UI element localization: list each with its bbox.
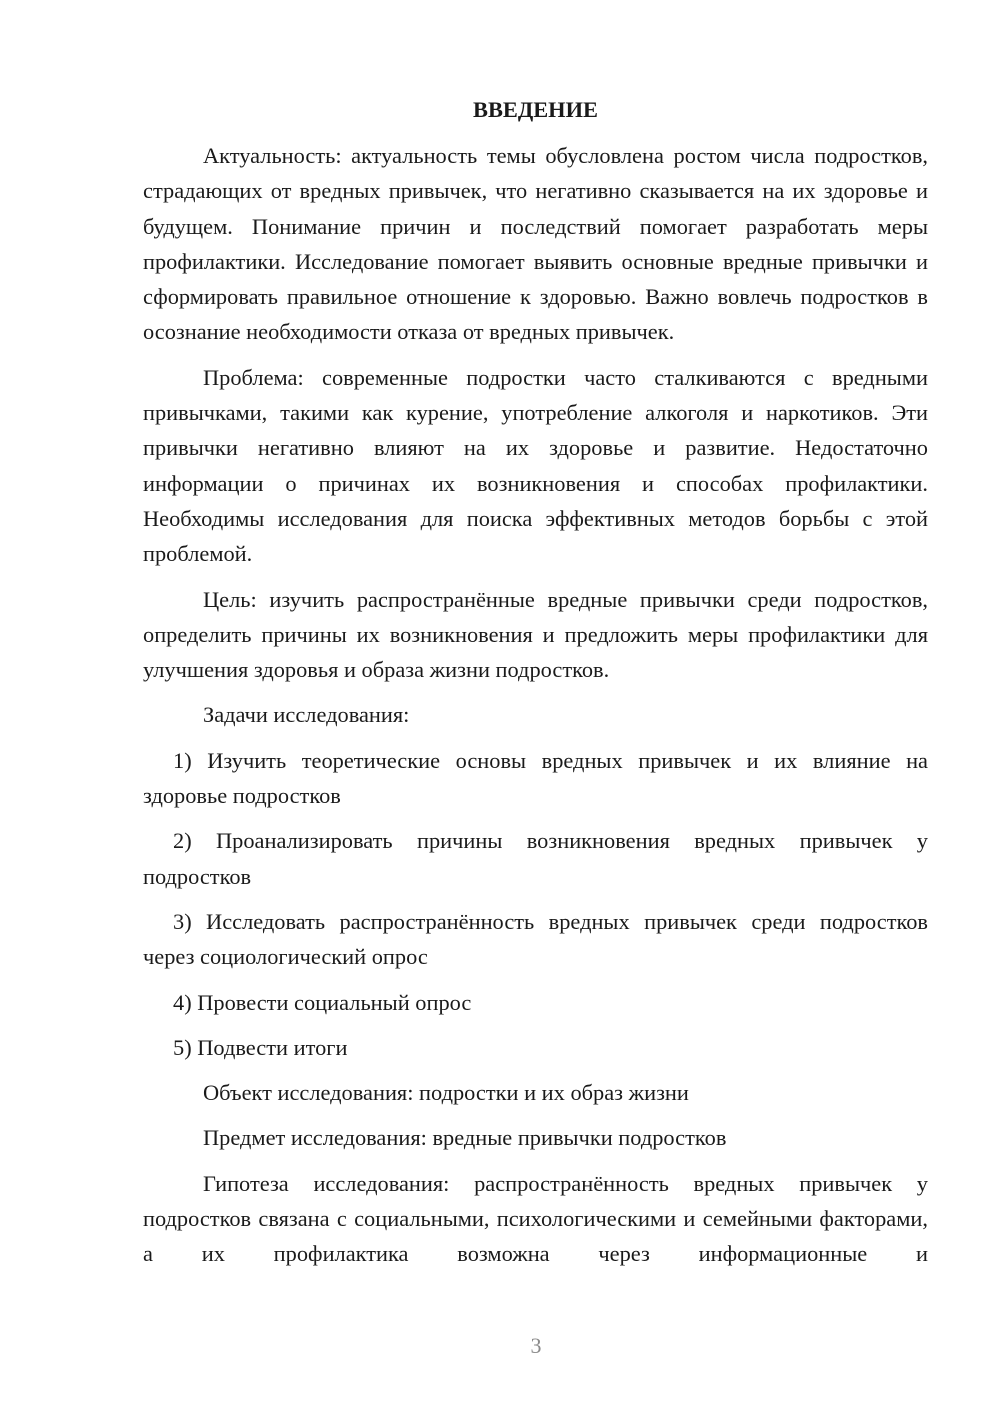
paragraph-subject: Предмет исследования: вредные привычки подростков: [203, 1125, 727, 1151]
page-content: [143, 92, 928, 1272]
task-item-1: 1) Изучить теоретические основы вредных привычек и их влияние на здоровье подростков: [143, 747, 928, 809]
paragraph-tasks-heading: Задачи исследования:: [203, 702, 410, 728]
section-title: ВВЕДЕНИЕ: [473, 97, 598, 122]
paragraph-problem: Проблема: современные подростки часто сталкиваются с вредными привычками, такими как курение, употребление алкоголя и наркотиков. Эти привычки негативно влияют на их здоровье и развитие. Недостаточно информации о причинах их возникновения и способах профилактики. Необходимы исследования для поиска эффективных методов борьбы с этой проблемой.: [143, 364, 928, 567]
task-item-5: 5) Подвести итоги: [173, 1034, 348, 1060]
task-item-2: 2) Проанализировать причины возникновения вредных привычек у подростков: [143, 828, 928, 889]
task-item-3: 3) Исследовать распространённость вредных привычек среди подростков через социологический опрос: [143, 908, 928, 970]
paragraph-goal: Цель: изучить распространённые вредные привычки среди подростков, определить причины их возникновения и предложить меры профилактики для улучшения здоровья и образа жизни подростков.: [143, 586, 928, 683]
task-item-4: 4) Провести социальный опрос: [173, 989, 472, 1015]
paragraph-object: Объект исследования: подростки и их образ жизни: [203, 1080, 689, 1106]
paragraph-hypothesis: Гипотеза исследования: распространённость вредных привычек у подростков связана с социальными, психологическими и семейными факторами, а их профилактика возможна через информационные и: [143, 1170, 928, 1267]
paragraph-relevance: Актуальность: актуальность темы обусловлена ростом числа подростков, страдающих от вредных привычек, что негативно сказывается на их здоровье и будущем. Понимание причин и последствий помогает разработать меры профилактики. Исследование помогает выявить основные вредные привычки и сформировать правильное отношение к здоровью. Важно вовлечь подростков в осознание необходимости отказа от вредных привычек.: [143, 143, 928, 345]
page-number: 3: [530, 1333, 542, 1358]
